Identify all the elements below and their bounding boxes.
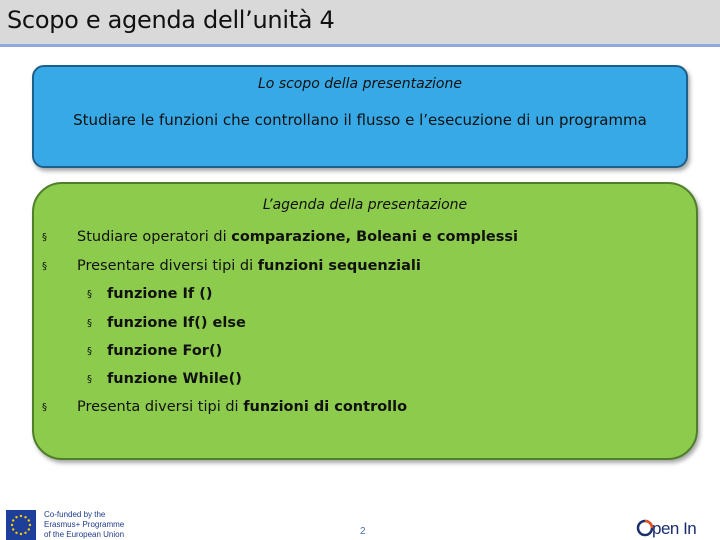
agenda-item-bold: funzione If() else	[107, 315, 246, 331]
slide-title: Scopo e agenda dell’unità 4	[7, 6, 335, 34]
bullet-icon: §	[87, 346, 92, 357]
bullet-icon: §	[87, 374, 92, 385]
agenda-item-bold: funzione While()	[107, 371, 242, 387]
agenda-item-bold: funzioni di controllo	[243, 399, 408, 415]
caption-line: Co-funded by the	[44, 510, 106, 519]
agenda-item	[42, 258, 421, 274]
agenda-item-bold: funzione If ()	[107, 286, 213, 302]
agenda-item-text: Studiare operatori di	[77, 229, 232, 245]
agenda-subitem	[87, 315, 246, 331]
caption-line: of the European Union	[44, 530, 125, 539]
erasmus-caption	[44, 510, 124, 540]
bullet-icon: §	[42, 402, 47, 413]
scope-text: Studiare le funzioni che controllano il flusso e l’esecuzione di un programma	[73, 111, 647, 129]
openin-logo-text: pen In	[652, 519, 697, 538]
title-bar	[0, 0, 720, 44]
agenda-item-text: Presenta diversi tipi di	[77, 399, 244, 415]
scope-heading: Lo scopo della presentazione	[258, 76, 462, 92]
eu-flag-logo	[6, 510, 36, 540]
bullet-icon: §	[87, 289, 92, 300]
scope-box	[32, 65, 688, 168]
eu-stars-icon	[6, 510, 36, 540]
openin-logo	[632, 512, 712, 540]
agenda-subitem	[87, 371, 242, 387]
agenda-subitem	[87, 286, 213, 302]
agenda-item-bold: funzione For()	[107, 343, 223, 359]
caption-line: Erasmus+ Programme	[44, 520, 125, 529]
agenda-item-text: Presentare diversi tipi di	[77, 258, 258, 274]
agenda-item	[42, 229, 518, 245]
bullet-icon: §	[42, 261, 47, 272]
agenda-item-bold: funzioni sequenziali	[257, 258, 421, 274]
bullet-icon: §	[87, 318, 92, 329]
agenda-box	[32, 182, 698, 460]
bullet-icon: §	[42, 232, 47, 243]
page-number: 2	[360, 526, 366, 537]
agenda-heading: L’agenda della presentazione	[262, 197, 468, 213]
agenda-item-bold: comparazione, Boleani e complessi	[231, 229, 518, 245]
agenda-item	[42, 399, 407, 415]
title-underline	[0, 44, 720, 47]
agenda-subitem	[87, 343, 222, 359]
